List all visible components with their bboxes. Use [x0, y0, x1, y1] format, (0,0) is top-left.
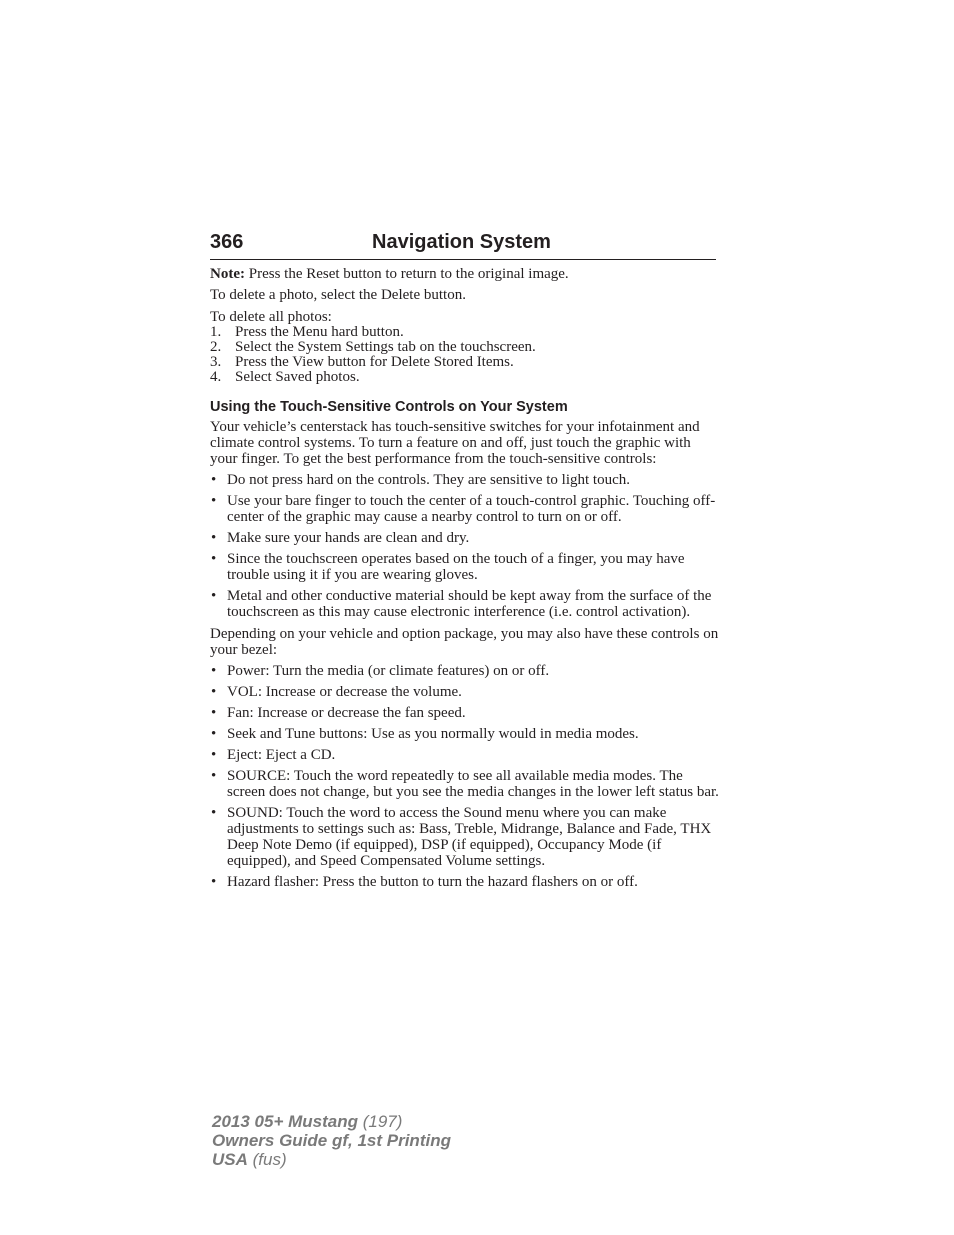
bullet-icon: • [211, 472, 217, 488]
list-item [210, 747, 720, 763]
step-text: Press the View button for Delete Stored Items. [235, 354, 514, 370]
list-item [210, 663, 720, 679]
step-item [210, 340, 720, 355]
list-item [210, 684, 720, 700]
delete-all-steps [210, 325, 720, 385]
bullet-icon: • [211, 705, 217, 721]
bullet-icon: • [211, 805, 217, 821]
footer-line-model [212, 1112, 451, 1131]
bullet-icon: • [211, 493, 217, 509]
list-item-text: SOUND: Touch the word to access the Sound menu where you can make adjustments to settings such as: Bass, Treble, Midrange, Balance and Fade, THX Deep Note Demo (if equipped), DSP (if equipped), Occupancy Mode (if equipped), and Speed Compensated Volume settings. [227, 805, 712, 869]
note-text: Press the Reset button to return to the original image. [244, 266, 569, 282]
list-item [210, 768, 720, 800]
bullet-icon: • [211, 663, 217, 679]
bullet-icon: • [211, 684, 217, 700]
page-body [210, 266, 720, 890]
list-item [210, 726, 720, 742]
bezel-intro: Depending on your vehicle and option package, you may also have these controls on your bezel: [210, 626, 719, 658]
list-item-text: Seek and Tune buttons: Use as you normally would in media modes. [227, 726, 639, 742]
step-text: Press the Menu hard button. [235, 324, 404, 340]
list-item [210, 588, 720, 620]
bezel-controls-list [210, 663, 720, 890]
list-item-text: Hazard flasher: Press the button to turn the hazard flashers on or off. [227, 874, 638, 890]
list-item [210, 805, 720, 869]
list-item-text: SOURCE: Touch the word repeatedly to see all available media modes. The screen does not change, but you see the media changes in the lower left status bar. [227, 768, 719, 800]
list-item-text: Do not press hard on the controls. They are sensitive to light touch. [227, 472, 630, 488]
step-number: 4. [210, 369, 222, 385]
footer-market: USA [212, 1150, 248, 1169]
list-item-text: Since the touchscreen operates based on the touch of a finger, you may have trouble using it if you are wearing gloves. [227, 551, 685, 583]
note-label: Note: [210, 266, 245, 282]
step-number: 2. [210, 339, 222, 355]
list-item-text: Fan: Increase or decrease the fan speed. [227, 705, 466, 721]
step-text: Select Saved photos. [235, 369, 360, 385]
step-number: 1. [210, 324, 222, 340]
list-item-text: Power: Turn the media (or climate features) on or off. [227, 663, 550, 679]
note-paragraph [210, 266, 720, 282]
list-item [210, 493, 720, 525]
touch-intro: Your vehicle’s centerstack has touch-sensitive switches for your infotainment and climate control systems. To turn a feature on and off, just touch the graphic with your finger. To get the best performance from the touch-sensitive controls: [210, 419, 700, 467]
list-item-text: Make sure your hands are clean and dry. [227, 530, 470, 546]
touch-tips-list [210, 472, 720, 620]
list-item [210, 472, 720, 488]
list-item-text: Metal and other conductive material should be kept away from the surface of the touchscreen as this may cause electronic interference (i.e. control activation). [227, 588, 712, 620]
footer-line-market [212, 1150, 451, 1169]
bullet-icon: • [211, 588, 217, 604]
footer-line-guide [212, 1131, 451, 1150]
delete-all-intro: To delete all photos: [210, 309, 332, 325]
bullet-icon: • [211, 551, 217, 567]
step-item [210, 325, 720, 340]
delete-photo-text: To delete a photo, select the Delete button. [210, 287, 466, 303]
list-item [210, 551, 720, 583]
page-number: 366 [210, 231, 244, 253]
footer-model: 2013 05+ Mustang [212, 1112, 358, 1131]
bullet-icon: • [211, 768, 217, 784]
bullet-icon: • [211, 530, 217, 546]
list-item [210, 530, 720, 546]
bullet-icon: • [211, 874, 217, 890]
list-item-text: Use your bare finger to touch the center of a touch-control graphic. Touching off-center of the graphic may cause a nearby control to turn on or off. [227, 493, 716, 525]
bullet-icon: • [211, 747, 217, 763]
list-item [210, 705, 720, 721]
step-item [210, 370, 720, 385]
footer-model-code: (197) [358, 1112, 403, 1131]
list-item-text: Eject: Eject a CD. [227, 747, 336, 763]
print-footer [212, 1112, 451, 1169]
step-number: 3. [210, 354, 222, 370]
footer-guide: Owners Guide gf, 1st Printing [212, 1131, 451, 1150]
section-heading: Using the Touch-Sensitive Controls on Your System [210, 399, 568, 415]
list-item-text: VOL: Increase or decrease the volume. [227, 684, 462, 700]
step-item [210, 355, 720, 370]
list-item [210, 874, 720, 890]
bullet-icon: • [211, 726, 217, 742]
section-title: Navigation System [372, 231, 551, 253]
footer-market-code: (fus) [247, 1150, 287, 1169]
step-text: Select the System Settings tab on the touchscreen. [235, 339, 536, 355]
page-header [210, 229, 716, 260]
